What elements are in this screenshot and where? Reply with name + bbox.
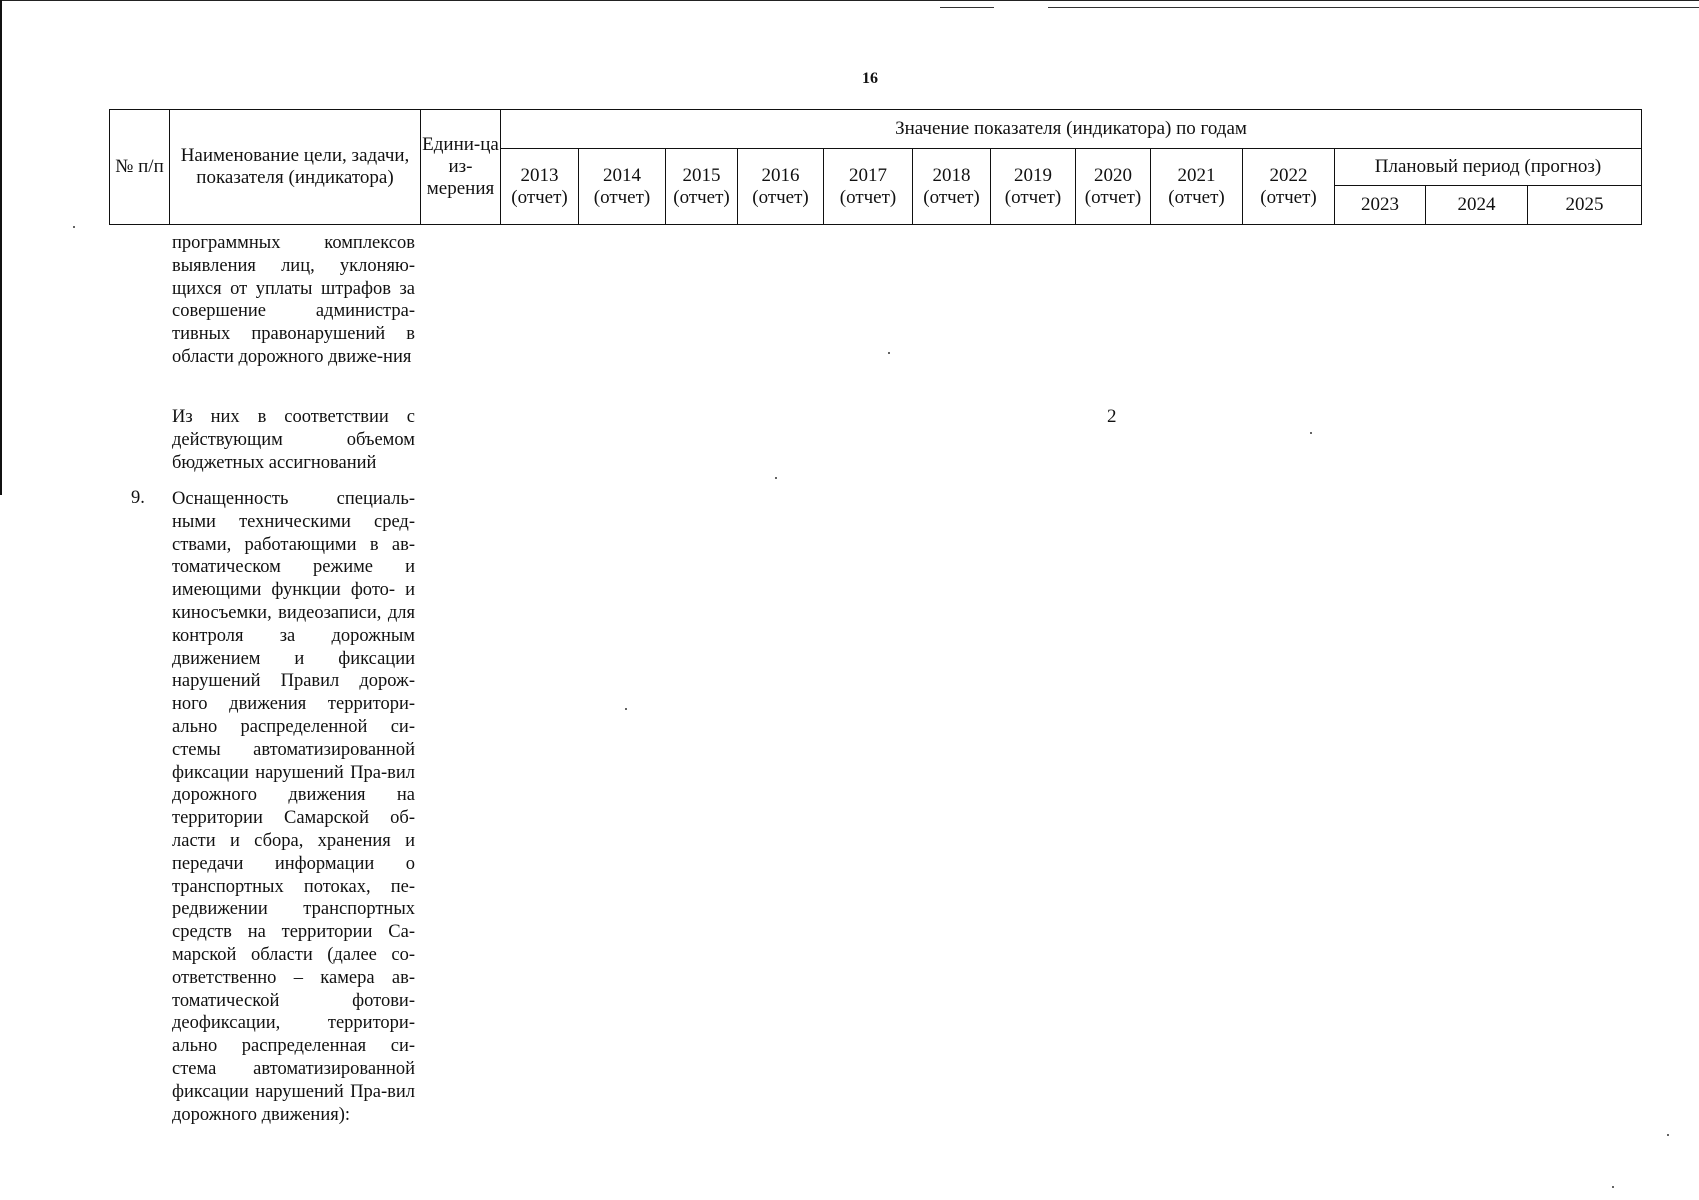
sub-indicator-text: Из них в соответствии с действующим объемом бюджетных ассигнований xyxy=(172,407,415,473)
scan-speck xyxy=(1612,1186,1614,1188)
plan-year-2025: 2025 xyxy=(1528,186,1642,225)
indicator-table-header xyxy=(109,109,1642,225)
year-header-2013: 2013 (отчет) xyxy=(501,149,579,225)
plan-year-2023: 2023 xyxy=(1335,186,1426,225)
column-header-number: № п/п xyxy=(110,110,170,225)
year-header-2019: 2019 (отчет) xyxy=(991,149,1076,225)
year-header-2022: 2022 (отчет) xyxy=(1243,149,1335,225)
column-header-unit: Едини-ца из-мерения xyxy=(421,110,501,225)
year-header-2015: 2015 (отчет) xyxy=(666,149,738,225)
year-header-2021: 2021 (отчет) xyxy=(1151,149,1243,225)
item-9-number: 9. xyxy=(131,488,145,508)
scan-border-left xyxy=(0,0,2,495)
scan-speck xyxy=(775,477,777,479)
page-number: 16 xyxy=(862,70,878,87)
scan-artifact-line xyxy=(940,7,994,8)
scan-border-top xyxy=(0,0,1699,1)
year-header-2018: 2018 (отчет) xyxy=(913,149,991,225)
scan-artifact-line xyxy=(1048,7,1699,8)
year-header-2017: 2017 (отчет) xyxy=(824,149,913,225)
scan-speck xyxy=(1667,1134,1669,1136)
column-header-values: Значение показателя (индикатора) по годам xyxy=(501,110,1642,149)
plan-period-header: Плановый период (прогноз) xyxy=(1335,149,1642,186)
year-header-2020: 2020 (отчет) xyxy=(1076,149,1151,225)
column-header-name: Наименование цели, задачи, показателя (индикатора) xyxy=(170,110,421,225)
sub-indicator-value-2020: 2 xyxy=(1107,406,1117,427)
year-header-2014: 2014 (отчет) xyxy=(579,149,666,225)
scan-speck xyxy=(888,352,890,354)
continuation-indicator-text: программных комплексов выявления лиц, уклоняю-щихся от уплаты штрафов за совершение администра-тивных правонарушений в области дорожного движе-ния xyxy=(172,233,415,367)
scan-speck xyxy=(73,226,75,228)
item-9-text: Оснащенность специаль-ными техническими сред-ствами, работающими в ав-томатическом режиме и имеющими функции фото- и киносъемки, видеозаписи, для контроля за дорожным движением и фиксации нарушений Правил дорож-ного движения территори-ально распределенной си-стемы автоматизированной фиксации нарушений Пра-вил дорожного движения на территории Самарской об-ласти и сбора, хранения и передачи информации о транспортных потоках, пе-редвижении транспортных средств на территории Са-марской области (далее со-ответственно – камера ав-томатической фотови-деофиксации, территори-ально распределенная си-стема автоматизированной фиксации нарушений Пра-вил дорожного движения): xyxy=(172,489,415,1125)
plan-year-2024: 2024 xyxy=(1426,186,1528,225)
scan-speck xyxy=(625,708,627,710)
scan-speck xyxy=(1310,432,1312,434)
year-header-2016: 2016 (отчет) xyxy=(738,149,824,225)
